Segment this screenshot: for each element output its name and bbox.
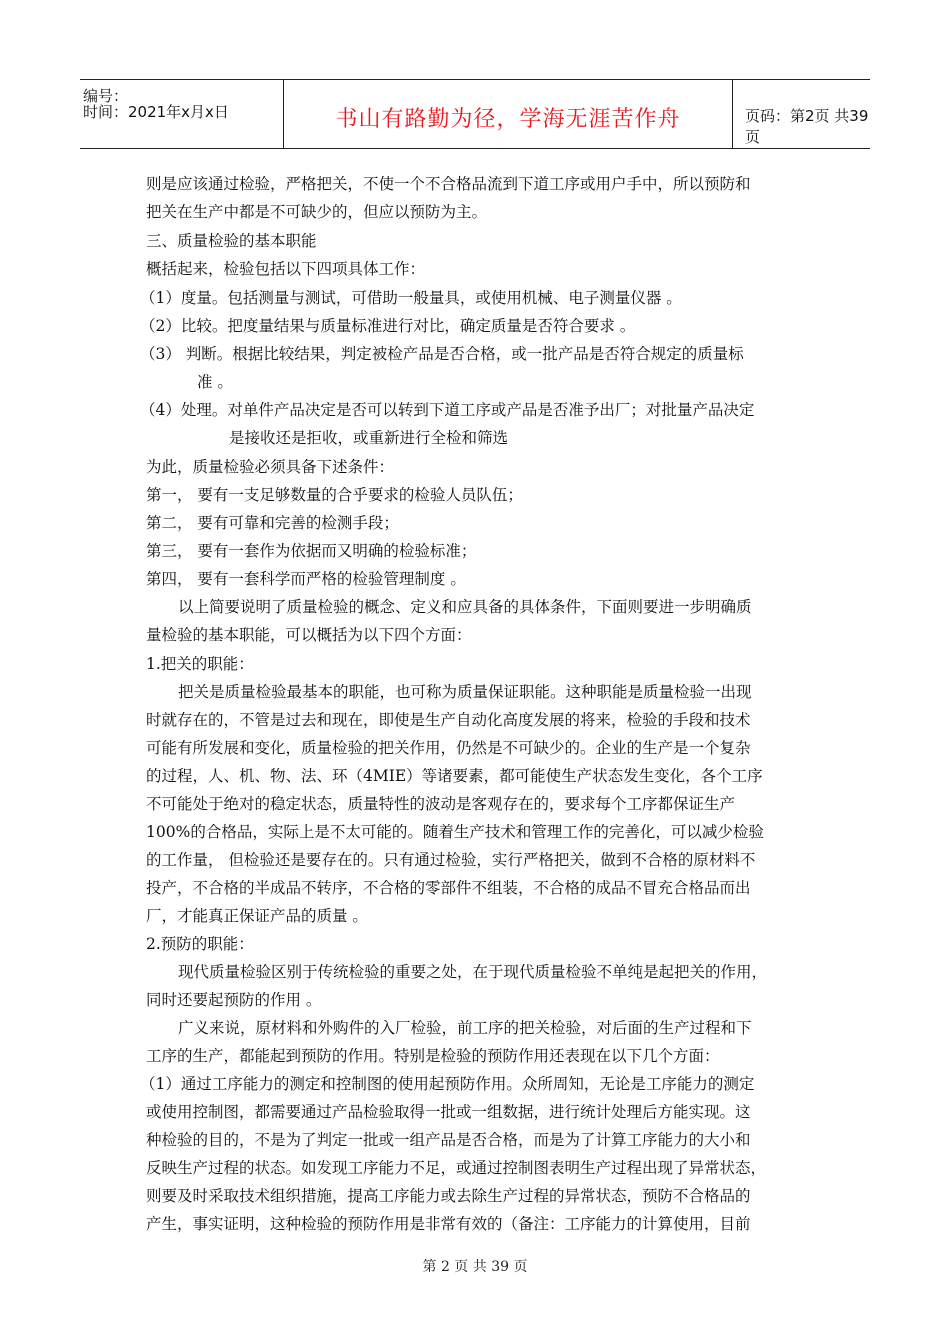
text-line: 的工作量， 但检验还是要存在的。只有通过检验，实行严格把关，做到不合格的原材料不 bbox=[146, 851, 756, 869]
text-line: 种检验的目的，不是为了判定一批或一组产品是否合格，而是为了计算工序能力的大小和 bbox=[146, 1131, 751, 1149]
text-line: 产生，事实证明，这种检验的预防作用是非常有效的（备注：工序能力的计算使用，目前 bbox=[146, 1215, 751, 1233]
list-item: （2）比较。把度量结果与质量标准进行对比，确定质量是否符合要求 。 bbox=[140, 317, 636, 335]
text-line: 或使用控制图，都需要通过产品检验取得一批或一组数据，进行统计处理后方能实现。这 bbox=[146, 1103, 751, 1121]
text-line: 厂，才能真正保证产品的质量 。 bbox=[146, 907, 368, 925]
condition-item: 第四， 要有一套科学而严格的检验管理制度 。 bbox=[146, 570, 466, 588]
text-line: 100%的合格品，实际上是不太可能的。随着生产技术和管理工作的完善化，可以减少检验 bbox=[146, 823, 764, 841]
list-item: （1）通过工序能力的测定和控制图的使用起预防作用。众所周知，无论是工序能力的测定 bbox=[140, 1075, 755, 1093]
section-heading: 三、质量检验的基本职能 bbox=[146, 232, 317, 250]
text-line: 则要及时采取技术组织措施，提高工序能力或去除生产过程的异常状态，预防不合格品的 bbox=[146, 1187, 751, 1205]
page-footer: 第 2 页 共 39 页 bbox=[422, 1259, 528, 1275]
header-motto: 书山有路勤为径，学海无涯苦作舟 bbox=[335, 107, 681, 132]
header-meta-cell bbox=[80, 80, 283, 148]
text-line: 可能有所发展和变化，质量检验的把关作用，仍然是不可缺少的。企业的生产是一个复杂 bbox=[146, 739, 751, 757]
document-number-label: 编号： bbox=[83, 87, 129, 105]
document-time-label: 时间：2021年x月x日 bbox=[83, 103, 229, 121]
list-item: （4）处理。对单件产品决定是否可以转到下道工序或产品是否准予出厂；对批量产品决定 bbox=[140, 401, 755, 419]
text-line: 的过程，人、机、物、法、环（4MIE）等诸要素，都可能使生产状态发生变化，各个工序 bbox=[146, 767, 763, 785]
text-line: 把关在生产中都是不可缺少的，但应以预防为主。 bbox=[146, 203, 488, 221]
list-item-continuation: 准 。 bbox=[197, 373, 233, 391]
subsection-heading: 1.把关的职能： bbox=[146, 655, 254, 673]
text-line: 同时还要起预防的作用 。 bbox=[146, 991, 322, 1009]
text-line: 量检验的基本职能，可以概括为以下四个方面： bbox=[146, 626, 472, 644]
text-line: 则是应该通过检验，严格把关，不使一个不合格品流到下道工序或用户手中，所以预防和 bbox=[146, 175, 751, 193]
text-line: 投产，不合格的半成品不转序，不合格的零部件不组装，不合格的成品不冒充合格品而出 bbox=[146, 879, 751, 897]
paragraph-start: 把关是质量检验最基本的职能，也可称为质量保证职能。这种职能是质量检验一出现 bbox=[178, 683, 752, 701]
text-line: 不可能处于绝对的稳定状态，质量特性的波动是客观存在的，要求每个工序都保证生产 bbox=[146, 795, 736, 813]
condition-item: 第三， 要有一套作为依据而又明确的检验标准； bbox=[146, 542, 477, 560]
paragraph-start: 广义来说，原材料和外购件的入厂检验，前工序的把关检验，对后面的生产过程和下 bbox=[178, 1019, 752, 1037]
paragraph-start: 以上简要说明了质量检验的概念、定义和应具备的具体条件，下面则要进一步明确质 bbox=[178, 598, 752, 616]
header-motto-cell bbox=[283, 80, 733, 148]
text-line: 概括起来，检验包括以下四项具体工作： bbox=[146, 260, 426, 278]
condition-item: 第一， 要有一支足够数量的合乎要求的检验人员队伍； bbox=[146, 486, 523, 504]
subsection-heading: 2.预防的职能： bbox=[146, 935, 254, 953]
header-page-cell bbox=[731, 80, 870, 148]
text-line: 为此，质量检验必须具备下述条件： bbox=[146, 458, 395, 476]
list-item-continuation: 是接收还是拒收，或重新进行全检和筛选 bbox=[229, 429, 509, 447]
list-item: （3） 判断。根据比较结果，判定被检产品是否合格，或一批产品是否符合规定的质量标 bbox=[140, 345, 744, 363]
list-item: （1）度量。包括测量与测试，可借助一般量具，或使用机械、电子测量仪器 。 bbox=[140, 289, 682, 307]
condition-item: 第二， 要有可靠和完善的检测手段； bbox=[146, 514, 399, 532]
text-line: 反映生产过程的状态。如发现工序能力不足，或通过控制图表明生产过程出现了异常状态， bbox=[146, 1159, 767, 1177]
paragraph-start: 现代质量检验区别于传统检验的重要之处，在于现代质量检验不单纯是起把关的作用， bbox=[178, 963, 768, 981]
header-page-number: 页码：第2页 共39页 bbox=[745, 107, 869, 146]
text-line: 时就存在的，不管是过去和现在，即使是生产自动化高度发展的将来，检验的手段和技术 bbox=[146, 711, 751, 729]
page-header bbox=[80, 79, 870, 149]
text-line: 工序的生产，都能起到预防的作用。特别是检验的预防作用还表现在以下几个方面： bbox=[146, 1047, 720, 1065]
